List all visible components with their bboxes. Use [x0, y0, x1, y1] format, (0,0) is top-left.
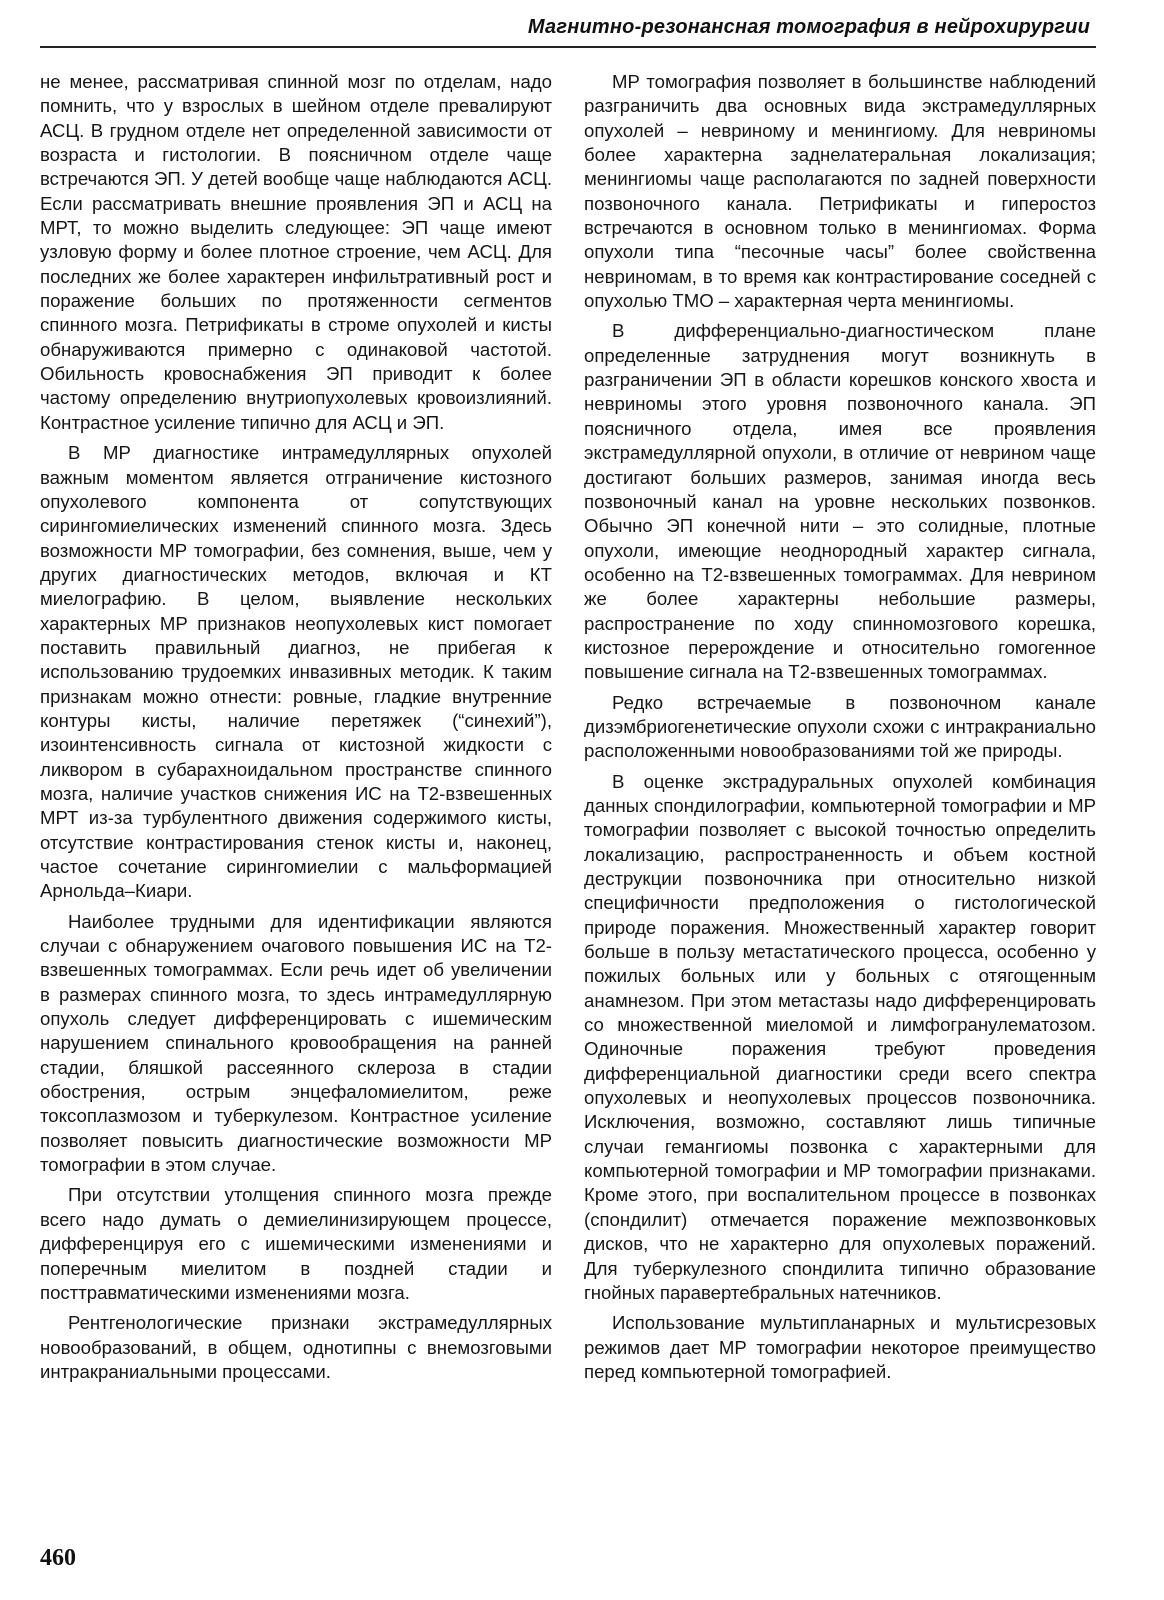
header-rule — [40, 46, 1096, 48]
paragraph: Наиболее трудными для идентификации являются случаи с обнаружением очагового повышения ИС на Т2-взвешенных томограммах. Если речь идет об увеличении в размерах спинного мозга, то здесь интрамедуллярную опухоль следует дифференцировать с ишемическим нарушением спинального кровообращения на ранней стадии, бляшкой рассеянного склероза в стадии обострения, острым энцефаломиелитом, реже токсоплазмозом и туберкулезом. Контрастное усиление позволяет повысить диагностические возможности МР томографии в этом случае. — [40, 910, 552, 1176]
paragraph: В дифференциально-диагностическом плане определенные затруднения могут возникнуть в разграничении ЭП в области корешков конского хвоста и невриномы этого уровня позвоночного канала. ЭП поясничного отдела, имея все проявления экстрамедуллярной опухоли, в отличие от неврином чаще достигают больших размеров, занимая иногда весь позвоночный канал на уровне нескольких позвонков. Обычно ЭП конечной нити – это солидные, плотные опухоли, имеющие неоднородный характер сигнала, особенно на Т2-взвешенных томограммах. Для неврином же более характерны небольшие размеры, распространение по ходу спинномозгового корешка, кистозное перерождение и относительно гомогенное повышение сигнала на Т2-взвешенных томограммах. — [584, 320, 1096, 683]
paragraph: не менее, рассматривая спинной мозг по отделам, надо помнить, что у взрослых в шейном отделе превалируют АСЦ. В грудном отделе нет определенной зависимости от возраста и гистологии. В поясничном отделе чаще встречаются ЭП. У детей вообще чаще наблюдаются АСЦ. Если рассматривать внешние проявления ЭП и АСЦ на МРТ, то можно выделить следующее: ЭП чаще имеют узловую форму и более плотное строение, чем АСЦ. Для последних же более характерен инфильтративный рост и поражение больших по протяженности сегментов спинного мозга. Петрификаты в строме опухолей и кисты обнаруживаются примерно с одинаковой частотой. Обильность кровоснабжения ЭП приводит к более частому определению внутриопухолевых кровоизлияний. Контрастное усиление типично для АСЦ и ЭП. — [40, 71, 552, 433]
right-column — [584, 70, 1096, 1390]
paragraph: В МР диагностике интрамедуллярных опухолей важным моментом является отграничение кистозного опухолевого компонента от сопутствующих сирингомиелических изменений спинного мозга. Здесь возможности МР томографии, без сомнения, выше, чем у других диагностических методов, включая и КТ миелографию. В целом, выявление нескольких характерных МР признаков неопухолевых кист помогает поставить правильный диагноз, не прибегая к использованию трудоемких инвазивных методик. К таким признакам можно отнести: ровные, гладкие внутренние контуры кисты, наличие перетяжек (“синехий”), изоинтенсивность сигнала от кистозной жидкости с ликвором в субарахноидальном пространстве спинного мозга, наличие участков снижения ИС на Т2-взвешенных МРТ из-за турбулентного движения содержимого кисты, отсутствие контрастирования стенок кисты и, наконец, частое сочетание сирингомиелии с мальформацией Арнольда–Киари. — [40, 442, 552, 902]
paragraph: При отсутствии утолщения спинного мозга прежде всего надо думать о демиелинизирующем процессе, дифференцируя его с ишемическими изменениями и поперечным миелитом в поздней стадии и посттравматическими изменениями мозга. — [40, 1184, 552, 1303]
page-number: 460 — [40, 1545, 76, 1571]
left-column — [40, 70, 552, 1390]
paragraph: Редко встречаемые в позвоночном канале дизэмбриогенетические опухоли схожи с интракраниально расположенными новообразованиями той же природы. — [584, 691, 1096, 762]
paragraph: МР томография позволяет в большинстве наблюдений разграничить два основных вида экстрамедуллярных опухолей – невриному и менингиому. Для невриномы более характерна заднелатеральная локализация; менингиомы чаще располагаются по задней поверхности позвоночного канала. Петрификаты и гиперостоз встречаются в основном только в менингиомах. Форма опухоли типа “песочные часы” более свойственна невриномам, в то время как контрастирование соседней с опухолью ТМО – характерная черта менингиомы. — [584, 71, 1096, 312]
paragraph: Рентгенологические признаки экстрамедуллярных новообразований, в общем, однотипны с внемозговыми интракраниальными процессами. — [40, 1312, 552, 1382]
paragraph: В оценке экстрадуральных опухолей комбинация данных спондилографии, компьютерной томографии и МР томографии позволяет с высокой точностью определить локализацию, распространенность и объем костной деструкции позвоночника при относительно низкой специфичности предположения о гистологической природе поражения. Множественный характер говорит больше в пользу метастатического процесса, особенно у пожилых больных или у больных с отягощенным анамнезом. При этом метастазы надо дифференцировать со множественной миеломой и лимфогранулематозом. Одиночные поражения требуют проведения дифференциальной диагностики среди всего спектра опухолевых и неопухолевых процессов позвоночника. Исключения, возможно, составляют лишь типичные случаи гемангиомы позвонка с характерными для компьютерной томографии и МР томографии признаками. Кроме этого, при воспалительном процессе в позвонках (спондилит) отмечается поражение межпозвонковых дисков, что не характерно для опухолевых поражений. Для туберкулезного спондилита типично образование гнойных паравертебральных натечников. — [584, 770, 1096, 1303]
running-title: Магнитно-резонансная томография в нейрохирургии — [527, 16, 1090, 38]
paragraph: Использование мультипланарных и мультисрезовых режимов дает МР томографии некоторое преимущество перед компьютерной томографией. — [584, 1312, 1096, 1382]
